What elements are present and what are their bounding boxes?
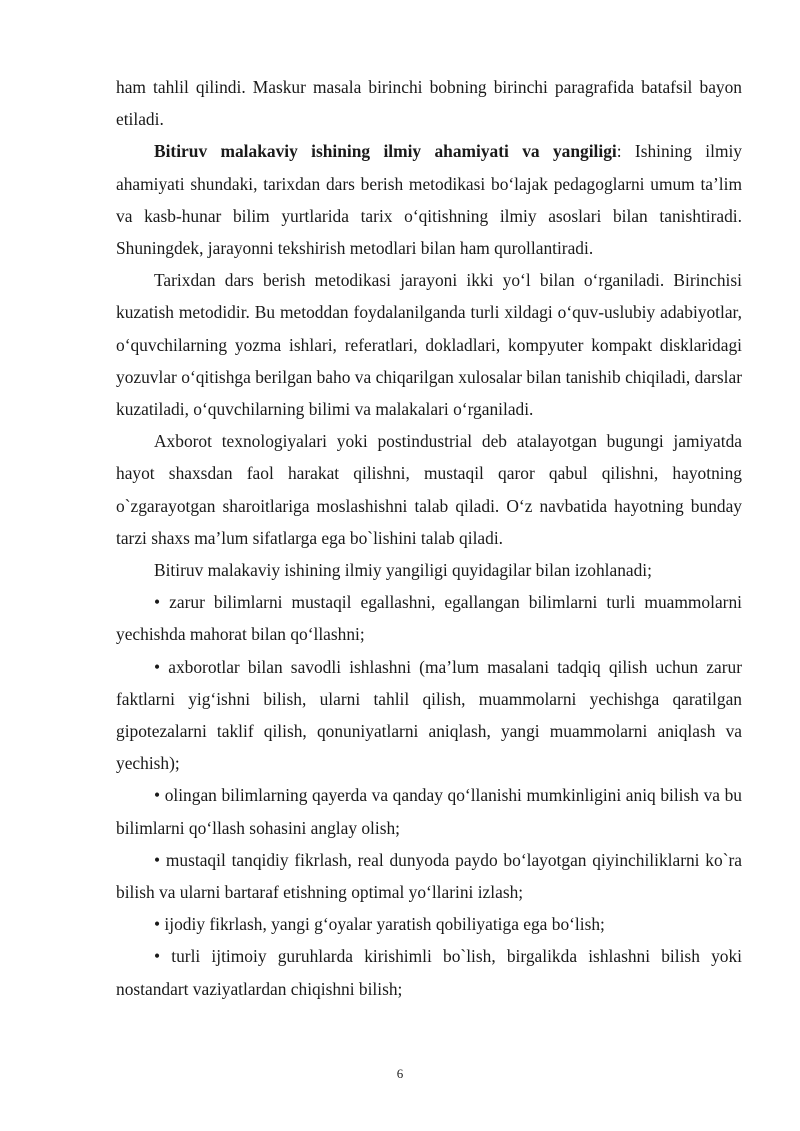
bullet-text: • axborotlar bilan savodli ishlashni (ma’lum masalani tadqiq qilish uchun zarur faktlarni yig‘ishni bilish, ularni tahlil qilish, muammolarni yechishga qaratilgan gipotezalarni taklif qilish, qonuniyatlarni aniqlash, yangi muammolarni aniqlash va yechish); xyxy=(116,656,742,774)
bullet-text: • turli ijtimoiy guruhlarda kirishimli bo`lish, birgalikda ishlashni bilish yoki nostandart vaziyatlardan chiqishni bilish; xyxy=(116,946,742,999)
paragraph-methods xyxy=(116,264,742,425)
bullet-text: • mustaqil tanqidiy fikrlash, real dunyoda paydo bo‘layotgan qiyinchiliklarni ko`ra bilish va ularni bartaraf etishning optimal yo‘llarini izlash; xyxy=(116,849,742,903)
bullet-item xyxy=(116,908,742,940)
body-text xyxy=(116,71,742,1005)
paragraph-text: Tarixdan dars berish metodikasi jarayoni ikki yo‘l bilan o‘rganiladi. Birinchisi kuzatish metodidir. Bu metoddan foydalanilganda turli xildagi o‘quv-uslubiy adabiyotlar, o‘quvchilarning yozma ishlari, referatlari, dokladlari, kompyuter kompakt disklaridagi yozuvlar o‘qitishga berilgan baho va chiqarilgan xulosalar bilan tanishib chiqiladi, darslar kuzatiladi, o‘quvchilarning bilimi va malakalari o‘rganiladi. xyxy=(116,270,742,420)
bullet-item xyxy=(116,779,742,843)
bullet-item xyxy=(116,651,742,780)
bullet-item xyxy=(116,586,742,650)
bullet-item xyxy=(116,940,742,1004)
paragraph-text: ham tahlil qilindi. Maskur masala birinchi bobning birinchi paragrafida batafsil bayon etiladi. xyxy=(116,77,742,130)
bullet-text: • zarur bilimlarni mustaqil egallashni, egallangan bilimlarni turli muammolarni yechishda mahorat bilan qo‘llashni; xyxy=(116,592,742,645)
paragraph-significance xyxy=(116,135,742,264)
paragraph-text: Axborot texnologiyalari yoki postindustrial deb atalayotgan bugungi jamiyatda hayot shaxsdan faol harakat qilishni, mustaqil qaror qabul qilishni, hayotning o`zgarayotgan sharoitlariga moslashishni talab qiladi. O‘z navbatida hayotning bunday tarzi shaxs ma’lum sifatlarga ega bo`lishini talab qiladi. xyxy=(116,431,742,548)
paragraph-text: : Ishining ilmiy ahamiyati shundaki, tarixdan dars berish metodikasi bo‘lajak pedagoglarni umum ta’lim va kasb-hunar bilim yurtlarida tarix o‘qitishning ilmiy asoslari bilan tanishtiradi. Shuningdek, jarayonni tekshirish metodlari bilan ham qurollantiradi. xyxy=(116,141,742,259)
paragraph-information-society xyxy=(116,425,742,554)
paragraph-heading: Bitiruv malakaviy ishining ilmiy ahamiyati va yangiligi xyxy=(154,141,617,162)
paragraph-text: Bitiruv malakaviy ishining ilmiy yangiligi quyidagilar bilan izohlanadi; xyxy=(154,560,652,581)
paragraph-novelty-intro xyxy=(116,554,742,586)
bullet-item xyxy=(116,844,742,908)
bullet-text: • olingan bilimlarning qayerda va qanday qo‘llanishi mumkinligini aniq bilish va bu bilimlarni qo‘llash sohasini anglay olish; xyxy=(116,785,742,838)
paragraph-continuation xyxy=(116,71,742,135)
bullet-text: • ijodiy fikrlash, yangi g‘oyalar yaratish qobiliyatiga ega bo‘lish; xyxy=(154,914,605,935)
page-number: 6 xyxy=(396,1066,404,1081)
